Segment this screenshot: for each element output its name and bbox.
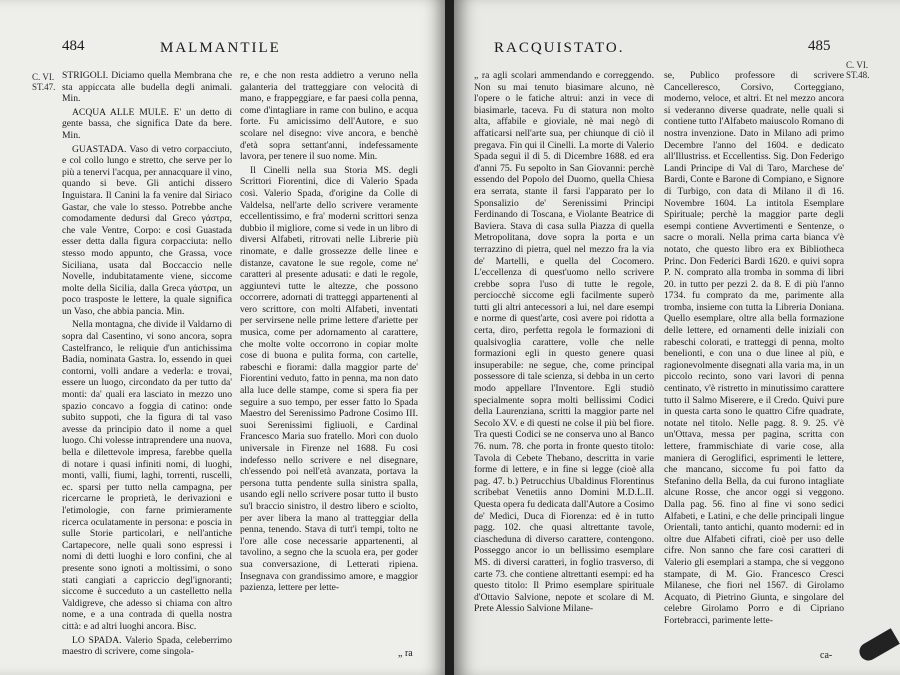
thumb-shadow — [856, 628, 900, 664]
paragraph: Nella montagna, che divide il Valdarno di sopra dal Casentino, vi sono ancora, sopra Castelfranco, le reliquie d'un antichissima Badia, nominata Gastra. Io, essendo in quei contorni, volli andare a vederla: e trovai, essere un luogo, circondato da per tutto da' monti: da' quali era lasciato in mezzo uno spazio concavo a foggia di catino: onde subito suppoti, che la figura di tal vaso avesse da principio dato il nome a quel luogo. Chi volesse intraprendere una nuova, bella e dilettevole impresa, farebbe quella di notare i quasi infiniti nomi, di luoghi, monti, valli, fiumi, laghi, torrenti, ruscelli, ec. sparsi per tutto nella campagna, per ricercarne le proprietà, le derivazioni e l'etimologie, con farne primieramente ricerca oculatamente in persona: e poscia in sulle Storie particolari, e nell'antiche Cartapecore, nelle quali sono espressi i nomi di detti luoghi e loro confini, che al presente sono ignoti a moltissimi, o sono stati cangiati a capriccio degl'ignoranti; siccome è succeduto a un castelletto nella Valdigreve, che adesso si chiama con altro nome, e a una contrada di quella nostra città: e ad altri luoghi ancora. Bisc. — [62, 319, 232, 632]
right-column-2 — [664, 70, 844, 670]
paragraph: Il Cinelli nella sua Storia MS. degli Scrittori Fiorentini, dice di Valerio Spada così. Valerio Spada, d'origine da Colle di Valdelsa, nell'arte dello scrivere veramente eccellentissimo, e fra' moderni scrittori senza dubbio il migliore, come si vede in un libro di diversi Alfabeti, ritrovati nelle Librerie più rinomate, e dalle grossezze delle linee e distanze, cavatone le sue regole, come ne' caratteri al presente adusati: e dati le regole, aggiuntevi tutte le altezze, che possono occorrere, adornati di tratteggi appartenenti al vero scrittore, con molti Alfabeti, inventati per servirsene nelle prime lettere d'ariette per musica, come per adornamento al carattere, che molte volte occorrono in copiar molte cose di buona e pulita forma, con cartelle, rabeschi e fiorami: dalla maggior parte de' Fiorentini veduto, fatto in penna, ma non dato alla luce delle stampe, come si spera fia per seguire a suo tempo, per esser fatto lo Spada Maestro del Serenissimo Padrone Cosimo III. suoi Serenissimi figliuoli, e Cardinal Francesco Maria suo fratello. Morì con duolo universale in Firenze nel 1688. Fu così indefesso nello scrivere e nel disegnare, ch'essendo poi nell'età avanzata, portava la persona tutta pendente sulla sinistra spalla, usando egli nello scrivere posar tutto il busto su'l braccio sinistro, il destro libero e sciolto, per aver libera la mano al tratteggiar della penna, tenendo. Stava di tutt'i tempi, tolto ne l'ore alle cose necessarie appartenenti, al tavolino, a segno che la scuola era, per goder sua conversazione, di Letterati ripiena. Insegnava con grandissimo amore, e maggior pazienza, lettere per lette- — [240, 164, 418, 594]
paragraph: GUASTADA. Vaso di vetro corpacciuto, e col collo lungo e stretto, che serve per lo più a tenervi l'acqua, per annacquare il vino, quando si beve. Gli antichi dissero Inguistara. Il Canini la fa venire dal Siriaco Gastar, che vale lo stesso. Potrebbe anche comodamente dedursi dal Greco γάστρα, che vale Ventre, Corpo: e così Guastada esser detta dalla figura corpacciuta: nello stesso modo appunto, che Grassa, voce Siciliana, usata dal Boccaccio nelle Novelle, indubitatamente viene, siccome molte della Sicilia, dalla Greca γάστρα, un poco trasposte le lettere, la quale significa un Vaso, che abbia pancia. Min. — [62, 143, 232, 317]
left-running-head: MALMANTILE — [160, 40, 281, 56]
paragraph: STRIGOLI. Diciamo quella Membrana che sta appiccata alle budella degli animali. Min. — [62, 70, 232, 105]
paragraph: ACQUA ALLE MULE. E' un detto di gente bassa, che significa Date da bere. Min. — [62, 106, 232, 141]
right-column-1 — [474, 70, 654, 670]
paragraph: re, e che non resta addietro a veruno nella galanteria del tratteggiare con velocità di mano, e frappeggiare, e far paesi colla penna, come d'intagliare in rame con bulino, e acqua forte. Fu amicissimo dell'Autore, e suo scolare nel disegno: vive ancora, e benchè d'età sopra settant'anni, indefessamente lavora, per tenere il suo nome. Min. — [240, 70, 418, 163]
right-catchword: ca- — [820, 650, 833, 661]
left-page — [0, 0, 445, 675]
paragraph: „ ra agli scolari ammendando e correggendo. Non su mai tenuto biasimare alcuno, nè l'opere o le fatiche altrui: anzi in vece di biasimarle, taceva. Fu di statura non molto alta, affabile e gioviale, nè mai negò di affaticarsi nell'arte sua, per chiunque di ciò il pregava. Fin qui il Cinelli. La morte di Valerio Spada seguì il dì 5. di Dicembre 1688. ed era d'anni 75. Fu sepolto in San Giovanni: perchè essendo del Popolo del Duomo, quella Chiesa era serrata, stante il farsi l'apparato per lo Sponsalizio de' Serenissimi Principi Ferdinando di Toscana, e Violante Beatrice di Baviera. Stava di casa sulla Piazza di quella Metropolitana, dove sopra la porta e un terrazzino di pietra, quel nel mezzo fra la via de' Martelli, e quella del Cocomero. L'eccellenza di quest'uomo nello scrivere crebbe sopra l'uso di tutte le regole, perciocchè siccome egli facilmente superò tutti gli altri antecessori a lui, nel dare esempi e norme di quest'arte, così avere poi ridotta a certa, diro, perfetta regola le formazioni di qualsivoglia carattere, volle che nelle formazioni egli in questo genere quasi insuperabile: ne segue, che, come principal possessore di tale scienza, si debba in un certo modo appellare l'Inventore. Egli studiò specialmente sopra molti bellissimi Codici della Laurenziana, scritti la maggior parte nel Secolo XV. e di questi ne colse il più bel fiore. Tra questi Codici se ne conserva uno al Banco 76. num. 78. che porta in fronte questo titolo: Tavola di Cebete Thebano, descritta in varie forme di lettere, e in fine si legge (cioè alla pag. 47. b.) Petrucchius Ubaldinus Florentinus scribebat Venetiis anno Domini M.D.L.II. Questa opera fu dedicata dall'Autore a Cosimo de' Medici, Duca di Fiorenza: ed è in tutto pagg. 102. che quasi altrettante tavole, ciascheduna di diverso carattere, contengono. Posseggo ancor io un bellissimo esemplare MS. di diversi caratteri, in foglio trasverso, di carte 73. che contiene altrettanti esempi: ed ha questo titolo: Il Primo esemplare spirituale d'Ottavio Salvione, nepote et scolare di M. Prete Alessio Salvione Milane- — [474, 70, 654, 615]
paragraph: se, Publico professore di scrivere Cancelleresco, Corsivo, Corteggiano, moderno, veloce, et altri. Et nel mezzo ancora si vederanno diverse quadrate, nelle quali si contiene tutto l'Alfabeto maiuscolo Romano di nostra invenzione. Dato in Milano adì primo Decembre l'anno del 1604. e dedicato all'Illustriss. et Eccellentiss. Sig. Don Federigo Landi Principe di Val di Taro, Marchese de' Bardi, Conte e Barone di Compiano, e Signore di Turbigo, con data di Milano il dì 16. Novembre 1604. La intitola Esemplare Spirituale; perchè la maggior parte degli esempi contiene Avvertimenti e Sentenze, o sacre o morali. Nella prima carta bianca v'è notato, che questo libro era ex Bibliotheca Princ. Don Federici Bardi 1620. e quivi sopra P. N. comprato alla tromba in somma di libri 20. in tutto per pezzi 2. da 8. E di più l'anno 1734. fu comprato da me, parimente alla tromba, insieme con tutta la Libreria Doniana. Quello esemplare, oltre alla bella formazione delle lettere, ed ornamenti delle iniziali con rabeschi colorati, e tratteggi di penna, molto benelionti, e con una o due linee al più, e ragionevolmente disegnati alla varia ma, in un piccolo recinto, sono vari lavori di penna centinato, v'è ristretto in minutissimo carattere tutto il Salmo Miserere, e il Credo. Quivi pure in questa carta sono le quattro Cifre quadrate, notate nel titolo. Nelle pagg. 8. 9. 25. v'è un'Ottava, messa per pagina, scritta con lettere, frammischiate di varie cose, alla maniera di Geroglifici, esprimenti le lettere, che mancano, siccome fu poi fatto da Stefanino della Bella, da cui furono intagliate alcune Rosse, che ancor oggi si veggono. Dalla pag. 56. fino al fine vi sono sedici Alfabeti, e Latini, e che delle principali lingue Orientali, tanto antichi, quanto moderni: ed in oltre due Alfabeti cifrati, cioè per uso delle cifre. Non sanno che fare così caratteri di Valerio gli esemplari a stampa, che si veggono stampate, di M. Gio. Francesco Cresci Milanese, che fiori nel 1567. di Girolamo Acquato, di Pietrino Giunta, e singolare del celebre Girolamo Porro e di Cipriano Fortebracci, parimente lette- — [664, 70, 844, 626]
left-margin-note: C. VI. ST.47. — [32, 72, 56, 92]
left-catchword: „ ra — [398, 648, 413, 659]
right-page — [454, 0, 900, 675]
right-margin-note: C. VI. ST.48. — [846, 60, 870, 80]
left-column-2 — [240, 70, 418, 670]
left-page-number: 484 — [62, 38, 85, 54]
paragraph: LO SPADA. Valerio Spada, celeberrimo maestro di scrivere, come singola- — [62, 634, 232, 658]
left-column-1 — [62, 70, 232, 670]
right-page-number: 485 — [808, 38, 831, 54]
book-gutter — [445, 0, 454, 675]
right-running-head: RACQUISTATO. — [494, 40, 625, 56]
